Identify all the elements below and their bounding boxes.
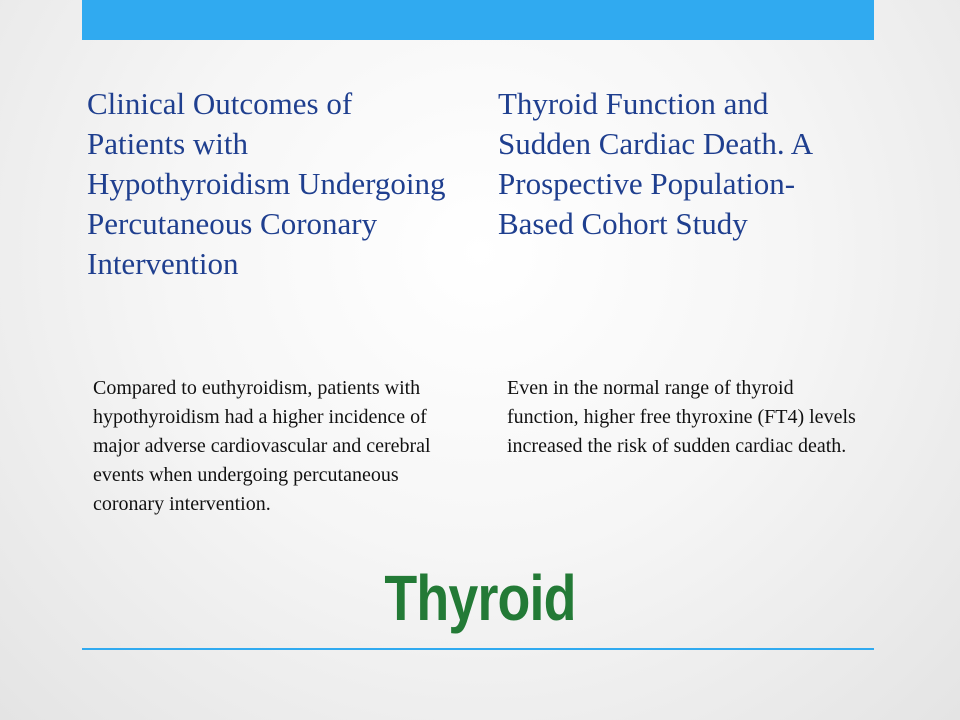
- study-heading-right: Thyroid Function and Sudden Cardiac Death. A Prospective Population-Based Cohort Study: [498, 86, 812, 241]
- study-summary-right: Even in the normal range of thyroid function, higher free thyroxine (FT4) levels increased the risk of sudden cardiac death.: [507, 377, 856, 457]
- study-heading-left: Clinical Outcomes of Patients with Hypothyroidism Undergoing Percutaneous Coronary Intervention: [87, 86, 446, 281]
- study-summary-left: Compared to euthyroidism, patients with hypothyroidism had a higher incidence of major adverse cardiovascular and cerebral events when undergoing percutaneous coronary intervention.: [93, 377, 431, 515]
- bottom-accent-line: [82, 648, 874, 650]
- top-accent-bar: [82, 0, 874, 40]
- slide-title: Thyroid: [384, 562, 576, 634]
